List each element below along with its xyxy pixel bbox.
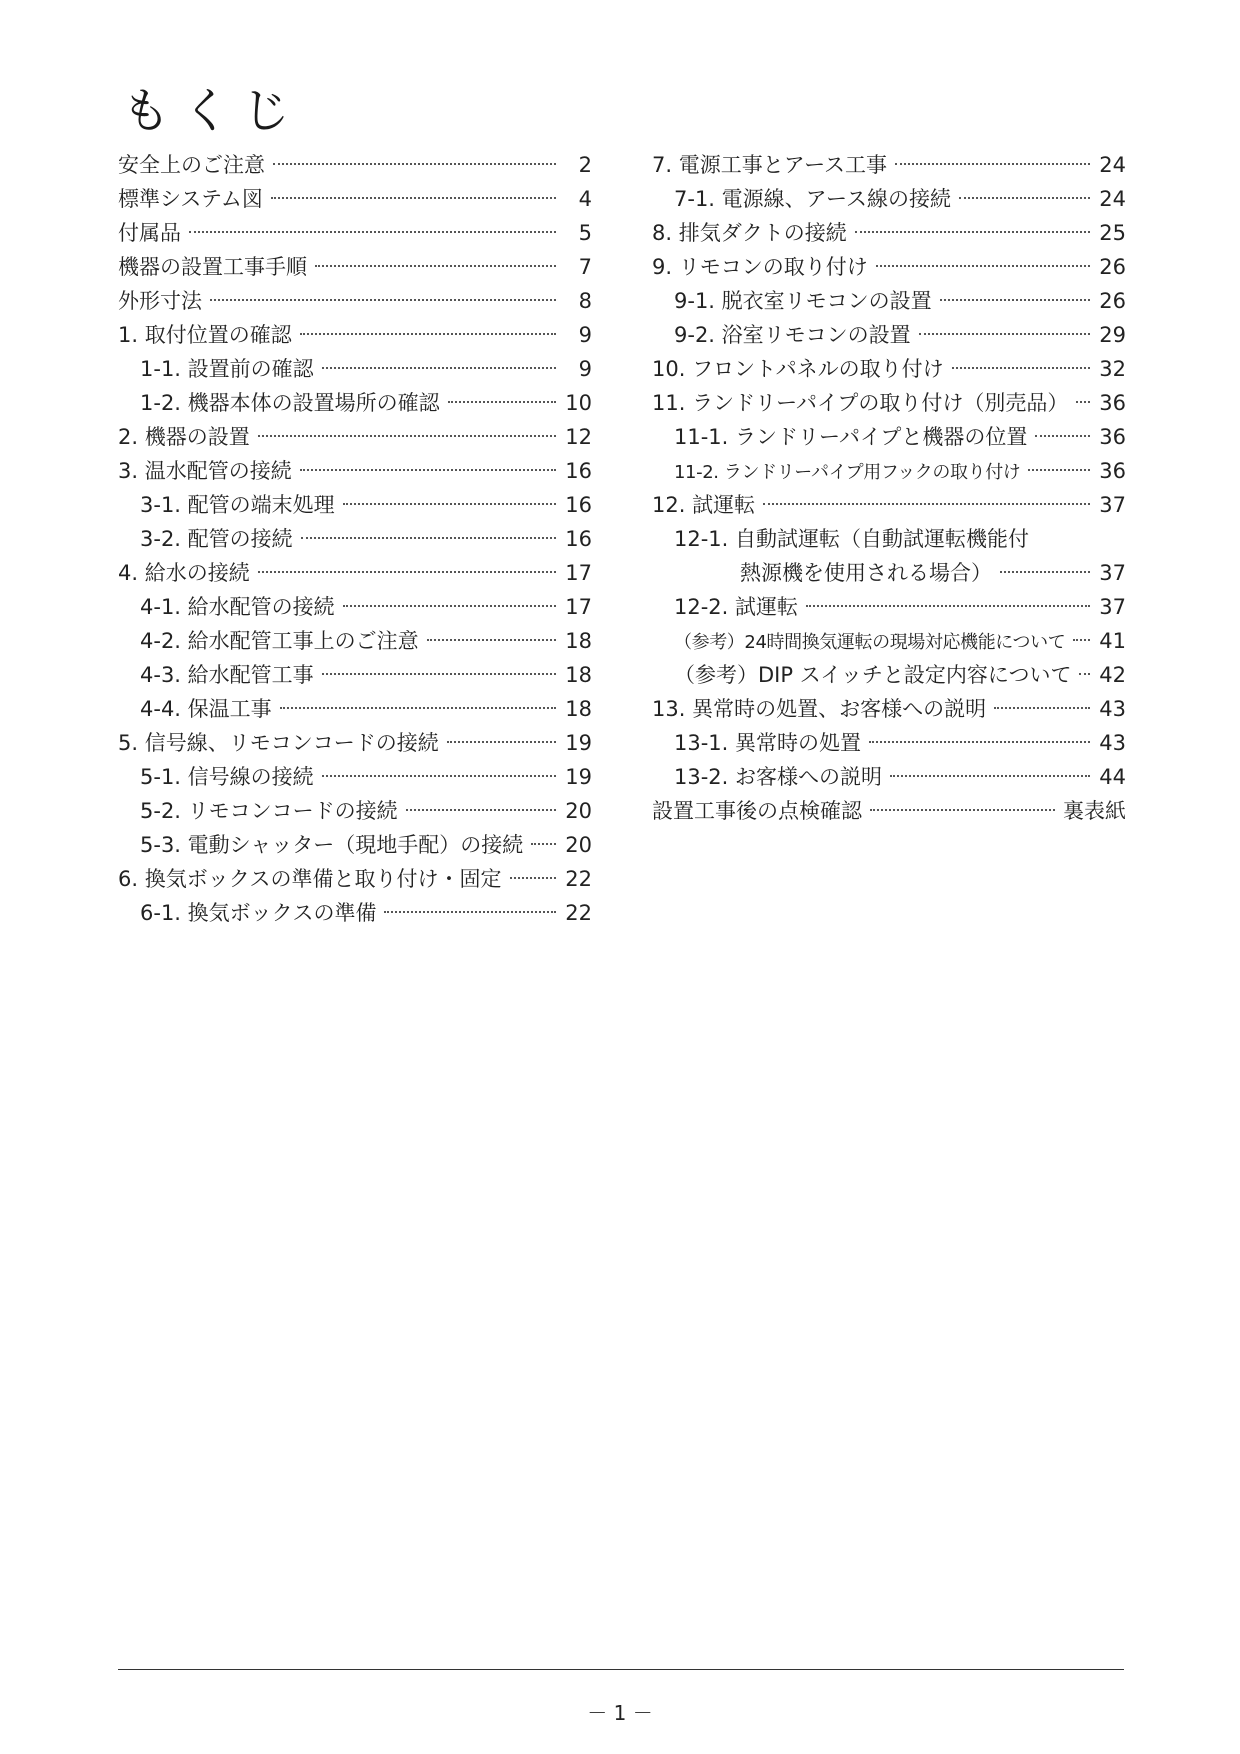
toc-dot-leader <box>300 468 556 471</box>
toc-entry[interactable] <box>118 556 592 590</box>
toc-entry[interactable] <box>118 386 592 420</box>
toc-entry[interactable] <box>652 556 1126 590</box>
toc-entry-label: 4-1. 給水配管の接続 <box>140 595 335 619</box>
toc-dot-leader <box>406 808 556 811</box>
toc-dot-leader <box>280 706 556 709</box>
toc-entry-page: 37 <box>1099 493 1126 517</box>
toc-entry-label: 1-2. 機器本体の設置場所の確認 <box>140 391 440 415</box>
toc-dot-leader <box>343 604 556 607</box>
toc-entry[interactable] <box>118 284 592 318</box>
toc-entry-label: 3. 温水配管の接続 <box>118 459 292 483</box>
toc-entry-label: 標準システム図 <box>118 187 263 211</box>
toc-entry-label: 安全上のご注意 <box>118 153 265 177</box>
toc-entry-label: 2. 機器の設置 <box>118 425 250 449</box>
page-number: － 1 － <box>587 1701 653 1725</box>
toc-entry-label: 5-3. 電動シャッター（現地手配）の接続 <box>140 833 524 857</box>
toc-dot-leader <box>994 706 1090 709</box>
toc-entry-label: 13-1. 異常時の処置 <box>674 731 862 755</box>
toc-entry-page: 26 <box>1099 255 1126 279</box>
toc-entry-label: 11-2. ランドリーパイプ用フックの取り付け <box>674 462 1021 483</box>
toc-entry[interactable] <box>118 352 592 386</box>
toc-entry[interactable] <box>118 250 592 284</box>
toc-entry[interactable] <box>652 658 1126 692</box>
toc-entry-page: 37 <box>1099 595 1126 619</box>
toc-entry-label: 機器の設置工事手順 <box>118 255 307 279</box>
toc-dot-leader <box>301 536 556 539</box>
toc-entry-page: 9 <box>578 357 592 381</box>
toc-entry-page: 18 <box>565 663 592 687</box>
toc-entry[interactable] <box>652 692 1126 726</box>
toc-dot-leader <box>300 332 556 335</box>
toc-entry-page: 37 <box>1099 561 1126 585</box>
toc-dot-leader <box>1028 468 1090 471</box>
toc-entry[interactable] <box>652 624 1126 658</box>
toc-entry[interactable] <box>118 522 592 556</box>
toc-entry-label: 12. 試運転 <box>652 493 756 517</box>
toc-dot-leader <box>210 298 556 301</box>
toc-entry-label: 5-2. リモコンコードの接続 <box>140 799 398 823</box>
toc-dot-leader <box>1073 638 1090 641</box>
toc-entry-label: 5. 信号線、リモコンコードの接続 <box>118 731 439 755</box>
toc-entry-label: 9-2. 浴室リモコンの設置 <box>674 323 911 347</box>
toc-dot-leader <box>952 366 1090 369</box>
toc-dot-leader <box>531 842 556 845</box>
toc-entry-page: 20 <box>565 799 592 823</box>
toc-entry-page: 8 <box>578 289 592 313</box>
toc-entry[interactable] <box>118 182 592 216</box>
toc-entry-label: 1. 取付位置の確認 <box>118 323 292 347</box>
toc-entry[interactable] <box>652 794 1126 828</box>
toc-entry[interactable] <box>652 726 1126 760</box>
toc-entry-label: 4-2. 給水配管工事上のご注意 <box>140 629 419 653</box>
toc-entry-label: 付属品 <box>118 221 181 245</box>
toc-entry[interactable] <box>652 522 1126 556</box>
toc-entry-label: 13. 異常時の処置、お客様への説明 <box>652 697 987 721</box>
toc-entry-page: 32 <box>1099 357 1126 381</box>
toc-entry-page: 22 <box>565 901 592 925</box>
toc-entry-label: 5-1. 信号線の接続 <box>140 765 314 789</box>
toc-entry[interactable] <box>652 352 1126 386</box>
toc-dot-leader <box>876 264 1090 267</box>
toc-entry-label: 1-1. 設置前の確認 <box>140 357 314 381</box>
toc-entry-label: 12-1. 自動試運転（自動試運転機能付 <box>674 527 1030 551</box>
toc-dot-leader <box>343 502 556 505</box>
toc-dot-leader <box>510 876 557 879</box>
toc-entry[interactable] <box>652 182 1126 216</box>
toc-entry[interactable] <box>118 794 592 828</box>
toc-dot-leader <box>447 740 556 743</box>
toc-entry[interactable] <box>652 216 1126 250</box>
toc-entry-label: （参考）24時間換気運転の現場対応機能について <box>674 632 1066 653</box>
toc-dot-leader <box>940 298 1090 301</box>
toc-entry-label: 3-1. 配管の端末処理 <box>140 493 335 517</box>
toc-dot-leader <box>1035 434 1090 437</box>
page-title: もくじ <box>122 83 303 139</box>
toc-dot-leader <box>890 774 1090 777</box>
toc-dot-leader <box>448 400 556 403</box>
toc-entry-page: 18 <box>565 629 592 653</box>
toc-entry-page: 18 <box>565 697 592 721</box>
toc-dot-leader <box>322 366 556 369</box>
toc-entry-label: 13-2. お客様への説明 <box>674 765 883 789</box>
footer-divider <box>118 1669 1124 1670</box>
toc-entry[interactable] <box>652 250 1126 284</box>
toc-entry-page: 24 <box>1099 153 1126 177</box>
toc-entry[interactable] <box>118 896 592 930</box>
toc-entry[interactable] <box>652 318 1126 352</box>
toc-entry-page: 25 <box>1099 221 1126 245</box>
toc-entry-label: 8. 排気ダクトの接続 <box>652 221 847 245</box>
toc-column-right <box>652 148 1126 828</box>
toc-dot-leader <box>869 740 1090 743</box>
toc-entry[interactable] <box>118 658 592 692</box>
toc-dot-leader <box>258 434 556 437</box>
toc-entry-page: 22 <box>565 867 592 891</box>
toc-entry-page: 17 <box>565 561 592 585</box>
toc-entry[interactable] <box>652 488 1126 522</box>
toc-dot-leader <box>855 230 1090 233</box>
toc-entry-page: 7 <box>578 255 592 279</box>
toc-dot-leader <box>258 570 556 573</box>
toc-entry[interactable] <box>652 590 1126 624</box>
toc-entry-page: 2 <box>578 153 592 177</box>
toc-entry-label: 6-1. 換気ボックスの準備 <box>140 901 377 925</box>
toc-entry-page: 43 <box>1099 731 1126 755</box>
toc-dot-leader <box>271 196 556 199</box>
toc-entry-page: 16 <box>565 493 592 517</box>
toc-entry-page: 29 <box>1099 323 1126 347</box>
toc-entry-label: 7. 電源工事とアース工事 <box>652 153 888 177</box>
toc-dot-leader <box>384 910 556 913</box>
toc-entry[interactable] <box>118 216 592 250</box>
toc-entry[interactable] <box>652 284 1126 318</box>
toc-entry[interactable] <box>118 760 592 794</box>
toc-entry-page: 36 <box>1099 425 1126 449</box>
toc-entry-label: 4-3. 給水配管工事 <box>140 663 314 687</box>
toc-entry-page: 16 <box>565 459 592 483</box>
toc-entry-label: 4. 給水の接続 <box>118 561 250 585</box>
toc-entry[interactable] <box>118 828 592 862</box>
toc-dot-leader <box>919 332 1090 335</box>
toc-dot-leader <box>1037 538 1090 539</box>
toc-dot-leader <box>959 196 1090 199</box>
toc-entry-page: 16 <box>565 527 592 551</box>
toc-entry[interactable] <box>118 420 592 454</box>
toc-entry[interactable] <box>118 862 592 896</box>
toc-entry[interactable] <box>118 454 592 488</box>
toc-entry-page: 24 <box>1099 187 1126 211</box>
toc-entry[interactable] <box>652 760 1126 794</box>
toc-entry[interactable] <box>652 386 1126 420</box>
toc-entry-label: 3-2. 配管の接続 <box>140 527 293 551</box>
toc-entry-page: 19 <box>565 765 592 789</box>
toc-entry-page: 44 <box>1099 765 1126 789</box>
toc-entry-label: （参考）DIP スイッチと設定内容について <box>674 663 1072 687</box>
toc-entry-page: 36 <box>1099 391 1126 415</box>
toc-entry-label: 9. リモコンの取り付け <box>652 255 868 279</box>
toc-dot-leader <box>806 604 1090 607</box>
toc-entry-page: 42 <box>1099 663 1126 687</box>
toc-entry[interactable] <box>118 726 592 760</box>
toc-dot-leader <box>1079 672 1090 675</box>
toc-entry-page: 26 <box>1099 289 1126 313</box>
toc-entry[interactable] <box>652 454 1126 488</box>
toc-dot-leader <box>189 230 556 233</box>
toc-entry-label: 6. 換気ボックスの準備と取り付け・固定 <box>118 867 502 891</box>
toc-dot-leader <box>273 162 556 165</box>
toc-dot-leader <box>315 264 556 267</box>
toc-entry-label: 7-1. 電源線、アース線の接続 <box>674 187 951 211</box>
toc-entry-label: 11-1. ランドリーパイプと機器の位置 <box>674 425 1028 449</box>
toc-dot-leader <box>427 638 556 641</box>
toc-dot-leader <box>322 672 556 675</box>
toc-entry[interactable] <box>118 148 592 182</box>
toc-entry[interactable] <box>118 692 592 726</box>
toc-entry-label: 9-1. 脱衣室リモコンの設置 <box>674 289 932 313</box>
toc-entry-page: 19 <box>565 731 592 755</box>
toc-entry-page: 裏表紙 <box>1063 799 1126 823</box>
toc-entry[interactable] <box>652 148 1126 182</box>
toc-entry[interactable] <box>118 624 592 658</box>
toc-entry-page: 10 <box>565 391 592 415</box>
toc-dot-leader <box>1076 400 1090 403</box>
toc-entry-label: 4-4. 保温工事 <box>140 697 272 721</box>
toc-dot-leader <box>1000 570 1090 573</box>
toc-entry-label: 11. ランドリーパイプの取り付け（別売品） <box>652 391 1069 415</box>
toc-entry-page: 5 <box>578 221 592 245</box>
toc-entry-label: 10. フロントパネルの取り付け <box>652 357 944 381</box>
toc-dot-leader <box>763 502 1090 505</box>
toc-dot-leader <box>895 162 1090 165</box>
toc-entry-page: 17 <box>565 595 592 619</box>
toc-dot-leader <box>870 808 1055 811</box>
toc-entry-page: 43 <box>1099 697 1126 721</box>
toc-entry-page: 36 <box>1099 459 1126 483</box>
toc-entry[interactable] <box>118 488 592 522</box>
toc-dot-leader <box>322 774 556 777</box>
toc-entry-label: 外形寸法 <box>118 289 202 313</box>
toc-column-left <box>118 148 592 930</box>
toc-entry-page: 41 <box>1099 629 1126 653</box>
toc-entry[interactable] <box>118 590 592 624</box>
toc-entry-label: 設置工事後の点検確認 <box>652 799 862 823</box>
toc-entry-page: 12 <box>565 425 592 449</box>
toc-entry[interactable] <box>652 420 1126 454</box>
toc-entry-page: 9 <box>578 323 592 347</box>
toc-entry-label: 12-2. 試運転 <box>674 595 799 619</box>
toc-entry[interactable] <box>118 318 592 352</box>
toc-entry-page: 20 <box>565 833 592 857</box>
toc-entry-page: 4 <box>578 187 592 211</box>
toc-entry-label: 熱源機を使用される場合） <box>740 561 992 585</box>
